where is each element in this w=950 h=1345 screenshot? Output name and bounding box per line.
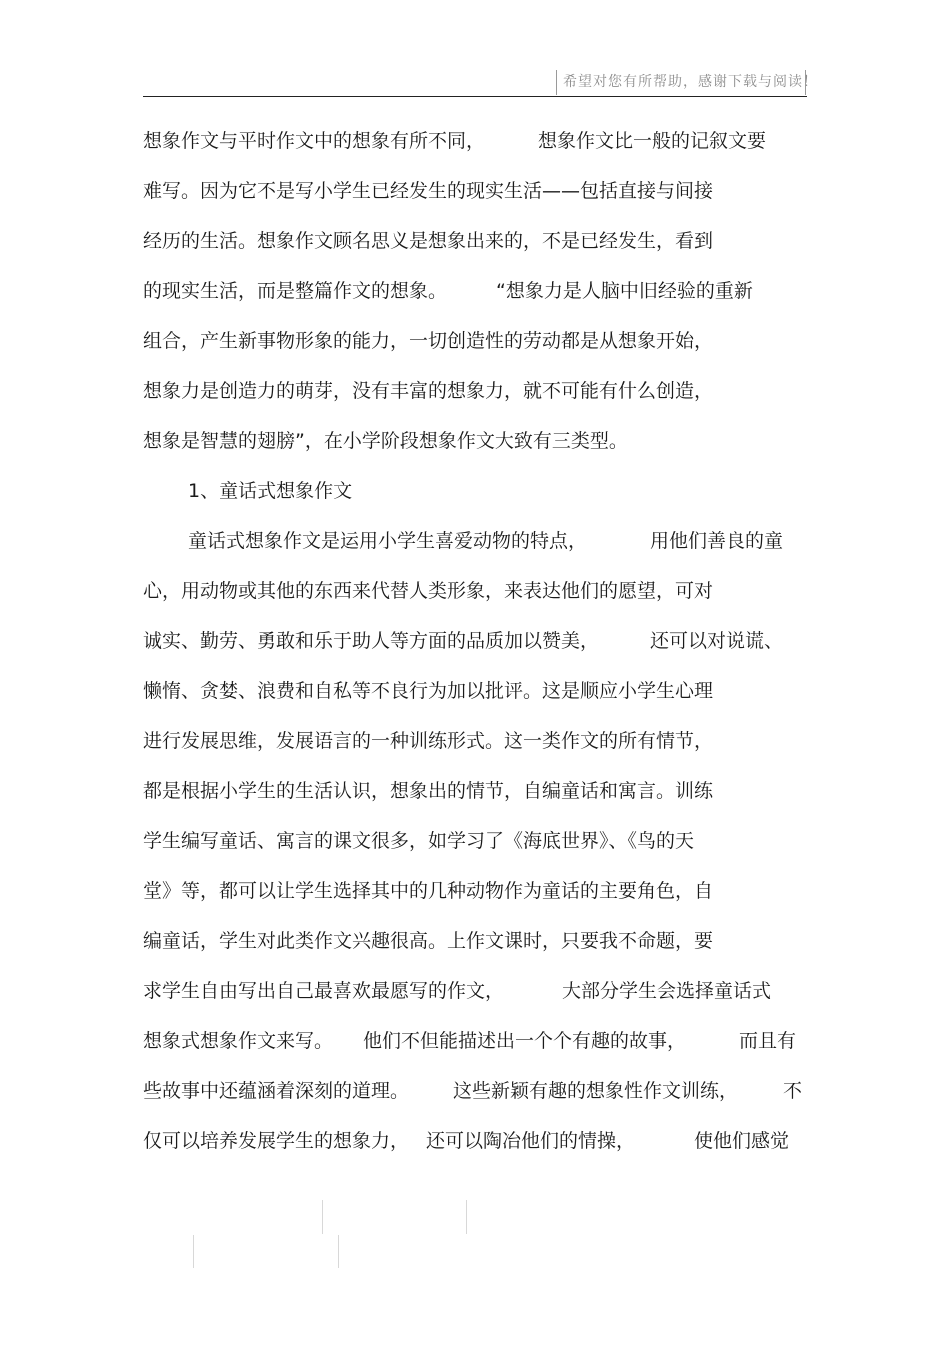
text-fragment: 进行发展思维，发展语言的一种训练形式。这一类作文的所有情节， [143, 730, 714, 752]
text-fragment: 仅可以培养发展学生的想象力， [143, 1130, 410, 1152]
text-fragment: 学生编写童话、寓言的课文很多，如学习了《海底世界》、《鸟的天 [143, 830, 695, 852]
scan-artifact-line [338, 1235, 339, 1268]
text-fragment: 心，用动物或其他的东西来代替人类形象，来表达他们的愿望，可对 [143, 580, 714, 602]
text-fragment: 不 [783, 1080, 803, 1102]
scan-artifact-line [466, 1200, 467, 1234]
text-fragment: 想象作文与平时作文中的想象有所不同， [143, 130, 486, 152]
text-fragment: 求学生自由写出自己最喜欢最愿写的作文， [143, 980, 505, 1002]
text-fragment: 想象是智慧的翅膀”，在小学阶段想象作文大致有三类型。 [143, 430, 628, 452]
text-fragment: 用他们善良的童 [650, 530, 784, 552]
text-fragment: 的现实生活，而是整篇作文的想象。 [143, 280, 448, 302]
text-fragment: “想象力是人脑中旧经验的重新 [496, 280, 753, 302]
text-fragment: 大部分学生会选择童话式 [562, 980, 772, 1002]
text-fragment: 都是根据小学生的生活认识，想象出的情节，自编童话和寓言。训练 [143, 780, 714, 802]
header-rule [143, 96, 807, 97]
text-fragment: 些故事中还蕴涵着深刻的道理。 [143, 1080, 410, 1102]
scan-artifact-line [322, 1200, 323, 1234]
header-text: 希望对您有所帮助，感谢下载与阅读！ [563, 74, 818, 90]
text-fragment: 经历的生活。想象作文顾名思义是想象出来的，不是已经发生，看到 [143, 230, 714, 252]
text-fragment: 使他们感觉 [694, 1130, 790, 1152]
text-fragment: 还可以对说谎、 [650, 630, 784, 652]
text-fragment: 难写。因为它不是写小学生已经发生的现实生活——包括直接与间接 [143, 180, 714, 202]
text-fragment: 这些新颖有趣的想象性作文训练， [453, 1080, 739, 1102]
text-fragment: 1、童话式想象作文 [188, 480, 353, 502]
text-fragment: 想象力是创造力的萌芽，没有丰富的想象力，就不可能有什么创造， [143, 380, 714, 402]
text-fragment: 而且有 [739, 1030, 797, 1052]
header-banner [556, 70, 818, 95]
text-fragment: 诚实、勤劳、勇敢和乐于助人等方面的品质加以赞美， [143, 630, 600, 652]
text-fragment: 还可以陶冶他们的情操， [426, 1130, 636, 1152]
scan-artifact-line [193, 1235, 194, 1268]
text-fragment: 想象式想象作文来写。 [143, 1030, 334, 1052]
text-fragment: 组合，产生新事物形象的能力，一切创造性的劳动都是从想象开始， [143, 330, 714, 352]
text-fragment: 童话式想象作文是运用小学生喜爱动物的特点， [188, 530, 588, 552]
text-fragment: 编童话，学生对此类作文兴趣很高。上作文课时，只要我不命题，要 [143, 930, 714, 952]
text-fragment: 想象作文比一般的记叙文要 [538, 130, 767, 152]
text-fragment: 他们不但能描述出一个个有趣的故事， [363, 1030, 687, 1052]
text-fragment: 堂》等，都可以让学生选择其中的几种动物作为童话的主要角色，自 [143, 880, 714, 902]
text-fragment: 懒惰、贪婪、浪费和自私等不良行为加以批评。这是顺应小学生心理 [143, 680, 714, 702]
